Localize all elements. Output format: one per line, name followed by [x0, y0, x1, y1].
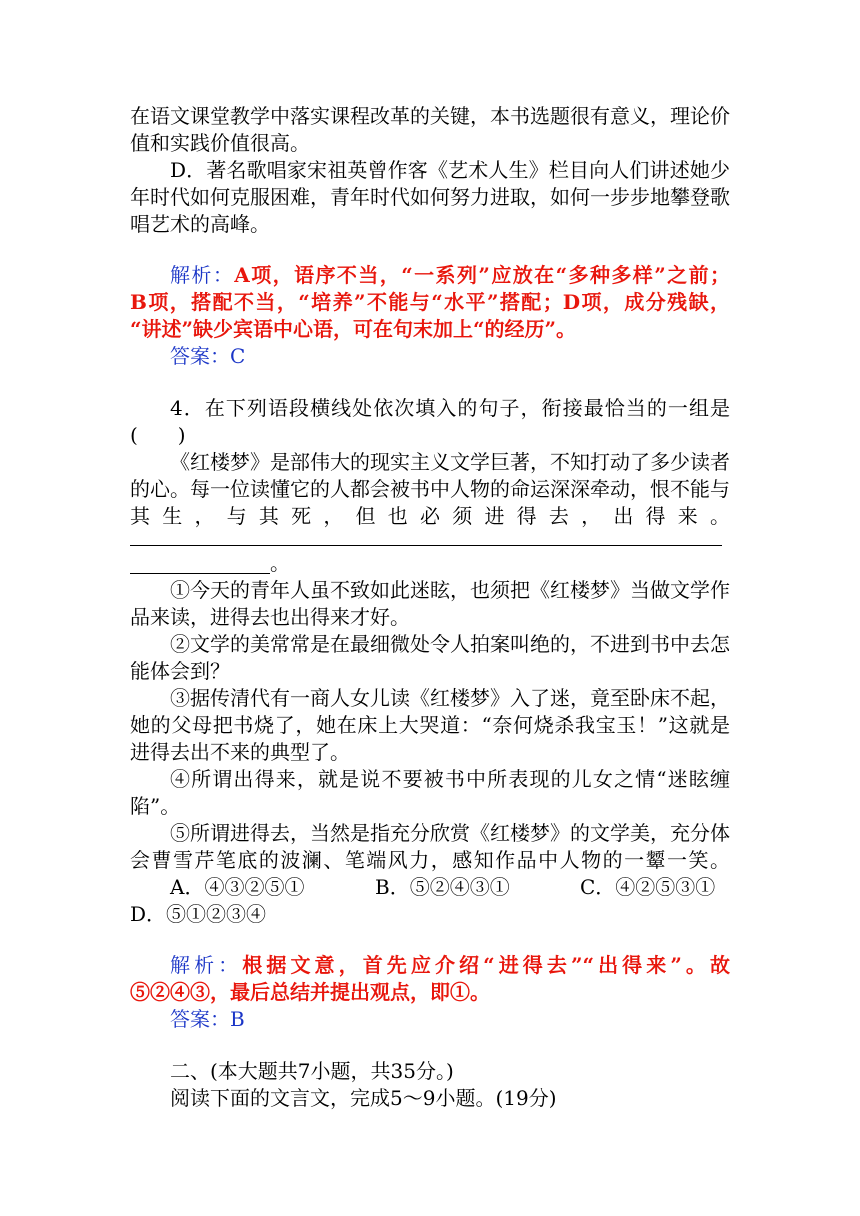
choice-c: C．④②⑤③① — [580, 875, 716, 899]
analysis-text: A项，语序不当，“一系列”应放在“多种多样”之前； — [234, 263, 730, 287]
q4-analysis — [170, 950, 730, 980]
q3-option-d: 唱艺术的高峰。 — [130, 212, 270, 236]
q4-passage: 的心。每一位读懂它的人都会被书中人物的命运深深牵动，恨不能与 — [130, 477, 730, 501]
q4-stem-paren: ( ) — [130, 423, 186, 447]
q3-analysis-text: “讲述”缺少宾语中心语，可在句末加上“的经历”。 — [130, 317, 577, 341]
analysis-label: 解析： — [170, 263, 235, 287]
choice-b: B．⑤②④③① — [375, 875, 510, 899]
q4-passage: 其生，与其死，但也必须进得去，出得来。 — [130, 504, 730, 528]
fill-blank-line — [130, 545, 722, 546]
analysis-text: 根据文意，首先应介绍“进得去”“出得来”。故 — [242, 953, 731, 977]
answer-label: 答案： — [170, 1007, 230, 1031]
fill-blank-underline — [130, 553, 270, 574]
q4-sentence-1: ①今天的青年人虽不致如此迷眩，也须把《红楼梦》当做文学作 — [170, 578, 730, 602]
q4-passage: 《红楼梦》是部伟大的现实主义文学巨著，不知打动了多少读者 — [170, 450, 730, 474]
q4-sentence-1: 品来读，进得去也出得来才好。 — [130, 605, 410, 629]
answer-value: B — [230, 1007, 245, 1031]
q4-answer — [170, 1004, 730, 1034]
q3-text-line: 在语文课堂教学中落实课程改革的关键，本书选题很有意义，理论价 — [130, 104, 730, 128]
q3-analysis — [170, 260, 730, 290]
q3-analysis-text: B项，搭配不当，“培养”不能与“水平”搭配；D项，成分残缺， — [130, 290, 730, 314]
q4-sentence-4: 陷”。 — [130, 794, 181, 818]
analysis-label: 解析： — [170, 953, 243, 977]
section-heading: 二、(本大题共7小题，共35分。) — [170, 1059, 454, 1083]
q4-sentence-3: 她的父母把书烧了，她在床上大哭道：“奈何烧杀我宝玉！”这就是 — [130, 713, 730, 737]
q3-text-line: 值和实践价值很高。 — [130, 131, 310, 155]
q4-sentence-5: ⑤所谓进得去，当然是指充分欣赏《红楼梦》的文学美，充分体 — [170, 821, 730, 845]
choice-a: A．④③②⑤① — [170, 875, 305, 899]
q4-sentence-3: 进得去出不来的典型了。 — [130, 740, 350, 764]
section-instruction: 阅读下面的文言文，完成5～9小题。(19分) — [170, 1086, 557, 1110]
fill-blank-line-end — [130, 548, 730, 578]
q4-sentence-2: 能体会到？ — [130, 659, 230, 683]
q4-sentence-5: 会曹雪芹笔底的波澜、笔端风力，感知作品中人物的一颦一笑。 — [130, 848, 730, 872]
q4-sentence-3: ③据传清代有一商人女儿读《红楼梦》入了迷，竟至卧床不起， — [170, 686, 730, 710]
answer-label: 答案： — [170, 344, 230, 368]
fill-blank-period: 。 — [270, 551, 290, 575]
q4-analysis-text: ⑤②④③，最后总结并提出观点，即①。 — [130, 980, 490, 1004]
q3-option-d: 年时代如何克服困难，青年时代如何努力进取，如何一步步地攀登歌 — [130, 185, 730, 209]
answer-value: C — [230, 344, 246, 368]
q4-stem: 4．在下列语段横线处依次填入的句子，衔接最恰当的一组是 — [170, 396, 730, 420]
q3-answer — [170, 341, 730, 371]
q4-sentence-2: ②文学的美常常是在最细微处令人拍案叫绝的，不进到书中去怎 — [170, 632, 730, 656]
choice-d: D．⑤①②③④ — [130, 902, 267, 926]
q4-sentence-4: ④所谓出得来，就是说不要被书中所表现的儿女之情“迷眩缠 — [170, 767, 730, 791]
q3-option-d: D．著名歌唱家宋祖英曾作客《艺术人生》栏目向人们讲述她少 — [170, 158, 730, 182]
